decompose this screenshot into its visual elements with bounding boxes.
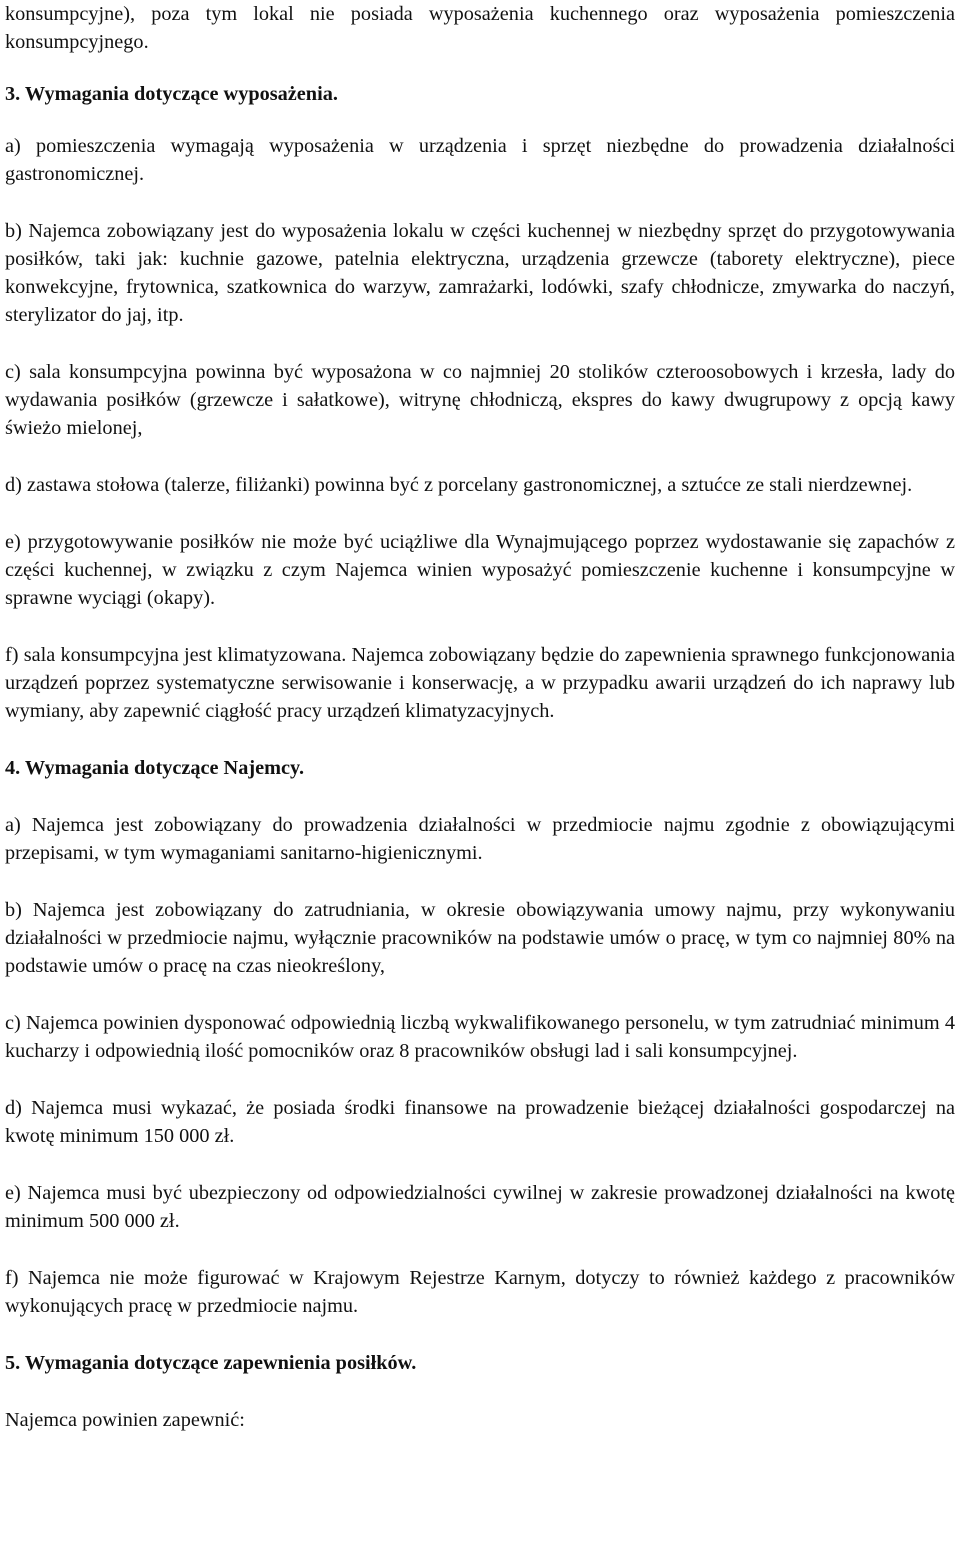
paragraph-3d: d) zastawa stołowa (talerze, filiżanki) powinna być z porcelany gastronomicznej, a sztućce ze stali nierdzewnej. (5, 474, 913, 496)
section-4-heading: 4. Wymagania dotyczące Najemcy. (5, 757, 305, 779)
document-page (5, 0, 955, 1434)
paragraph-3f: f) sala konsumpcyjna jest klimatyzowana. Najemca zobowiązany będzie do zapewnienia sprawnego funkcjonowania urządzeń poprzez systematyczne serwisowanie i konserwację, a w przypadku awarii urządzeń do ich naprawy lub wymiany, aby zapewnić ciągłość pracy urządzeń klimatyzacyjnych. (5, 644, 955, 722)
paragraph-3a: a) pomieszczenia wymagają wyposażenia w urządzenia i sprzęt niezbędne do prowadzenia działalności gastronomicznej. (5, 135, 955, 185)
paragraph-4e: e) Najemca musi być ubezpieczony od odpowiedzialności cywilnej w zakresie prowadzonej działalności na kwotę minimum 500 000 zł. (5, 1182, 955, 1232)
paragraph-3e: e) przygotowywanie posiłków nie może być uciążliwe dla Wynajmującego poprzez wydostawanie się zapachów z części kuchennej, w związku z czym Najemca winien wyposażyć pomieszczenie kuchenne i konsumpcyjne w sprawne wyciągi (okapy). (5, 531, 955, 609)
paragraph-4a: a) Najemca jest zobowiązany do prowadzenia działalności w przedmiocie najmu zgodnie z obowiązującymi przepisami, w tym wymaganiami sanitarno-higienicznymi. (5, 814, 955, 864)
paragraph-5: Najemca powinien zapewnić: (5, 1409, 245, 1431)
paragraph-4f: f) Najemca nie może figurować w Krajowym Rejestrze Karnym, dotyczy to również każdego z pracowników wykonujących pracę w przedmiocie najmu. (5, 1267, 955, 1317)
section-5-heading: 5. Wymagania dotyczące zapewnienia posiłków. (5, 1352, 417, 1374)
section-3-heading: 3. Wymagania dotyczące wyposażenia. (5, 83, 338, 105)
intro-paragraph: konsumpcyjne), poza tym lokal nie posiada wyposażenia kuchennego oraz wyposażenia pomieszczenia konsumpcyjnego. (5, 3, 955, 53)
paragraph-4c: c) Najemca powinien dysponować odpowiednią liczbą wykwalifikowanego personelu, w tym zatrudniać minimum 4 kucharzy i odpowiednią ilość pomocników oraz 8 pracowników obsługi lad i sali konsumpcyjnej. (5, 1012, 955, 1062)
paragraph-3c: c) sala konsumpcyjna powinna być wyposażona w co najmniej 20 stolików czteroosobowych i krzesła, lady do wydawania posiłków (grzewcze i sałatkowe), witrynę chłodniczą, ekspres do kawy dwugrupowy z opcją kawy świeżo mielonej, (5, 361, 955, 439)
paragraph-4d: d) Najemca musi wykazać, że posiada środki finansowe na prowadzenie bieżącej działalności gospodarczej na kwotę minimum 150 000 zł. (5, 1097, 955, 1147)
paragraph-4b: b) Najemca jest zobowiązany do zatrudniania, w okresie obowiązywania umowy najmu, przy wykonywaniu działalności w przedmiocie najmu, wyłącznie pracowników na podstawie umów o pracę, w tym co najmniej 80% na podstawie umów o pracę na czas nieokreślony, (5, 899, 955, 977)
paragraph-3b: b) Najemca zobowiązany jest do wyposażenia lokalu w części kuchennej w niezbędny sprzęt do przygotowywania posiłków, taki jak: kuchnie gazowe, patelnia elektryczna, urządzenia grzewcze (taborety elektryczne), piece konwekcyjne, frytownica, szatkownica do warzyw, zamrażarki, lodówki, szafy chłodnicze, zmywarka do naczyń, sterylizator do jaj, itp. (5, 220, 955, 326)
